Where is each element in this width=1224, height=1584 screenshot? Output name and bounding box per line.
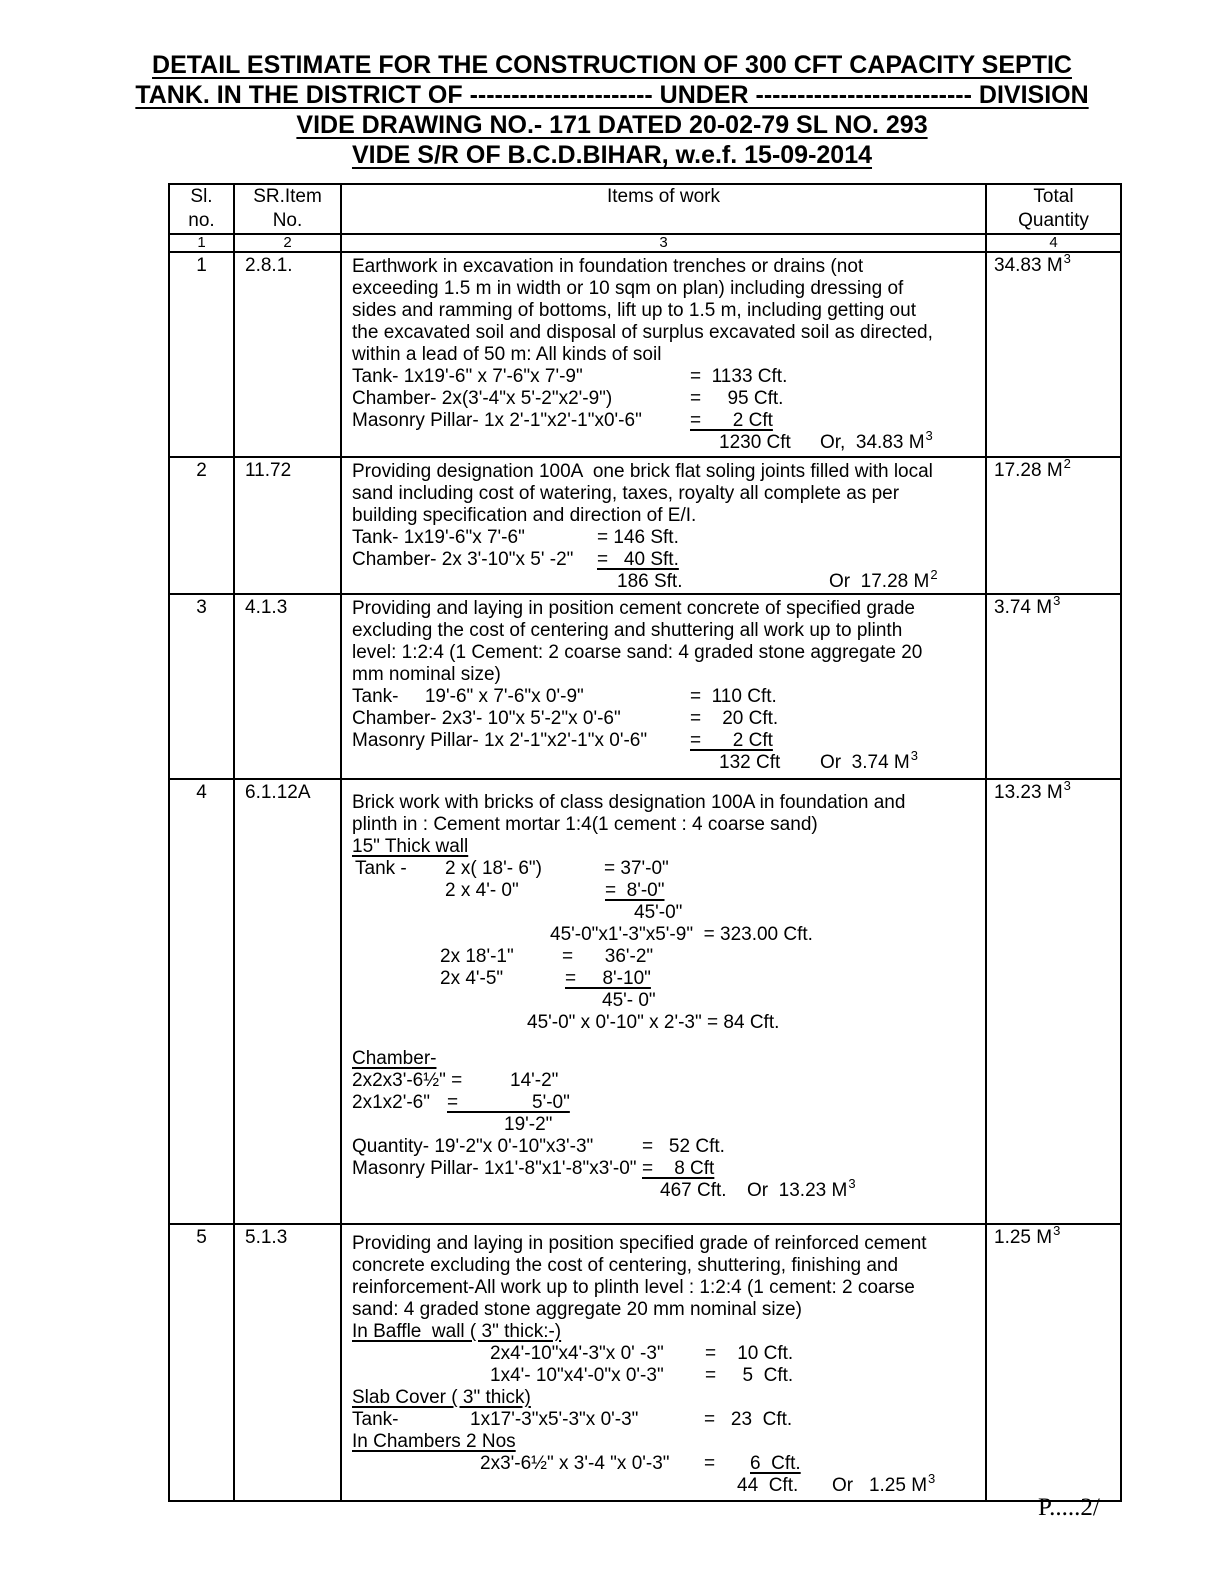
work-item-line: [342, 322, 985, 344]
line-segment: [562, 946, 653, 968]
line-segment: [352, 1092, 430, 1114]
total-quantity-cell: [986, 1224, 1121, 1501]
work-item-line: [342, 642, 985, 664]
line-segment-text: 45'- 0": [602, 990, 656, 1011]
estimate-table: [168, 183, 1122, 1502]
line-segment: [352, 505, 696, 527]
line-segment: [597, 549, 679, 571]
table-row: [169, 457, 1121, 594]
line-segment: [690, 388, 783, 410]
line-segment: [690, 686, 777, 708]
line-segment-text: = 40 Sft.: [597, 549, 679, 570]
line-segment-text: 1x4'- 10"x4'-0"x 0'-3": [490, 1365, 664, 1386]
title-line-1: [62, 50, 1162, 80]
work-item-line: [342, 814, 985, 836]
line-segment-text: = 36'-2": [562, 946, 654, 967]
sr-item-number-cell: 11.72: [234, 457, 341, 594]
line-segment: [550, 924, 813, 946]
line-segment-text: 6 Cft.: [750, 1453, 801, 1474]
line-segment: [642, 1158, 714, 1180]
work-item-line: [342, 836, 985, 858]
line-segment-text: Or 3.74 M: [820, 752, 910, 773]
line-segment: [352, 664, 501, 686]
line-segment-text: Brick work with bricks of class designation 100A in foundation and: [352, 792, 906, 813]
line-segment: [352, 388, 612, 410]
work-item-line: [342, 1070, 985, 1092]
work-item-line: [342, 567, 985, 593]
serial-number-cell: 3: [169, 594, 234, 779]
sr-item-number-cell: 6.1.12A: [234, 779, 341, 1224]
line-segment-text: In Chambers 2 Nos: [352, 1431, 516, 1452]
line-segment: [480, 1453, 670, 1475]
items-of-work-cell: [341, 594, 986, 779]
superscript: 3: [910, 748, 918, 763]
line-segment: [445, 858, 542, 880]
table-row: [169, 252, 1121, 457]
serial-number-cell: 4: [169, 779, 234, 1224]
title-line-3: [62, 110, 1162, 140]
line-segment-text: Or 13.23 M: [747, 1180, 848, 1201]
line-segment: [352, 483, 899, 505]
document-title: [62, 50, 1162, 170]
column-number: 2: [234, 234, 341, 252]
line-segment: [355, 858, 407, 880]
line-segment: [352, 1233, 927, 1255]
line-segment-text: 15" Thick wall: [352, 836, 469, 857]
line-segment: [352, 366, 583, 388]
line-segment: [832, 1471, 936, 1498]
work-item-line: [342, 1321, 985, 1343]
line-segment-text: Providing and laying in position cement concrete of specified grade: [352, 598, 915, 619]
work-item-line: [342, 620, 985, 642]
work-item-line: [342, 1114, 985, 1136]
quantity-value: 17.28 M: [994, 460, 1063, 481]
line-segment-text: In Baffle wall ( 3" thick:-): [352, 1321, 562, 1342]
line-segment: [705, 1365, 793, 1387]
line-segment: [704, 1409, 792, 1431]
line-segment-text: = 146 Sft.: [597, 527, 679, 548]
line-segment-text: 45'-0"x1'-3"x5'-9" = 323.00 Cft.: [550, 924, 813, 945]
column-header: [341, 184, 986, 234]
superscript: 3: [848, 1176, 856, 1191]
superscript: 3: [928, 1471, 936, 1486]
line-segment-text: = 5'-0": [447, 1092, 570, 1113]
line-segment-text: Masonry Pillar- 1x 2'-1"x2'-1"x 0'-6": [352, 730, 648, 751]
line-segment-text: Chamber-: [352, 1048, 437, 1069]
line-segment-text: building specification and direction of E/I.: [352, 505, 697, 526]
line-segment: [352, 1070, 462, 1092]
work-item-line: [342, 968, 985, 990]
work-item-line: [342, 1471, 985, 1497]
line-segment: [440, 968, 503, 990]
work-item-line: [342, 1048, 985, 1070]
line-segment-text: 1230 Cft: [719, 432, 791, 453]
line-segment: [690, 366, 787, 388]
line-segment: [352, 527, 525, 549]
quantity-value: 1.25 M: [994, 1227, 1053, 1248]
line-segment: [634, 902, 682, 924]
line-segment: [352, 708, 621, 730]
line-segment: [527, 1012, 779, 1034]
line-segment-text: = 8 Cft: [642, 1158, 715, 1179]
quantity-superscript: 3: [1063, 779, 1071, 793]
column-header-line: no.: [188, 210, 215, 231]
line-segment-text: 45'-0" x 0'-10" x 2'-3" = 84 Cft.: [527, 1012, 780, 1033]
line-segment-text: = 2 Cft: [690, 410, 773, 431]
line-segment-text: sand including cost of watering, taxes, royalty all complete as per: [352, 483, 900, 504]
line-segment: [617, 571, 683, 593]
work-item-line: [342, 527, 985, 549]
line-segment-text: Masonry Pillar- 1x1'-8"x1'-8"x3'-0": [352, 1158, 637, 1179]
column-header-line: Total: [1033, 186, 1074, 207]
line-segment: [602, 990, 656, 1012]
line-segment-text: within a lead of 50 m: All kinds of soil: [352, 344, 662, 365]
column-header-line: SR.Item: [253, 186, 322, 207]
line-segment: [605, 880, 665, 902]
total-quantity-cell: [986, 779, 1121, 1224]
line-segment-text: 2x 18'-1": [440, 946, 514, 967]
line-segment-text: Earthwork in excavation in foundation trenches or drains (not: [352, 256, 864, 277]
column-header: [169, 184, 234, 234]
column-header: [234, 184, 341, 234]
line-segment: [690, 708, 778, 730]
work-item-line: [342, 300, 985, 322]
line-segment: [747, 1176, 856, 1203]
line-segment: [352, 1277, 915, 1299]
title-line-2-text: TANK. IN THE DISTRICT OF ---------------------- UNDER -------------------------- DIVISION: [135, 81, 1089, 109]
work-item-line: [342, 1012, 985, 1034]
line-segment-text: excluding the cost of centering and shuttering all work up to plinth: [352, 620, 903, 641]
column-header: [986, 184, 1121, 234]
page-number: P.....2/: [1038, 1494, 1100, 1521]
line-segment-text: exceeding 1.5 m in width or 10 sqm on plan) including dressing of: [352, 278, 904, 299]
work-item-line: [342, 1453, 985, 1475]
line-segment: [829, 567, 938, 594]
work-item-line: [342, 990, 985, 1012]
work-item-line: [342, 1255, 985, 1277]
line-segment-text: = 10 Cft.: [705, 1343, 794, 1364]
items-of-work-cell: [341, 252, 986, 457]
work-item-line: [342, 461, 985, 483]
line-segment-text: 14'-2": [510, 1070, 559, 1091]
table-row: [169, 779, 1121, 1224]
work-item-line: [342, 598, 985, 620]
work-item-line: [342, 686, 985, 708]
line-segment-text: 2x2x3'-6½" =: [352, 1070, 463, 1091]
line-segment-text: Or 17.28 M: [829, 571, 930, 592]
work-item-line: [342, 1365, 985, 1387]
line-segment: [660, 1180, 727, 1202]
blank-line: [342, 1034, 985, 1048]
work-item-line: [342, 664, 985, 686]
column-header-line: Sl.: [190, 186, 213, 207]
line-segment: [737, 1475, 798, 1497]
sr-item-number-cell: 2.8.1.: [234, 252, 341, 457]
column-header-line: Quantity: [1018, 210, 1089, 231]
work-item-line: [342, 410, 985, 432]
line-segment: [352, 344, 661, 366]
line-segment-text: = 8'-0": [605, 880, 665, 901]
line-segment-text: =: [704, 1453, 716, 1474]
line-segment-text: level: 1:2:4 (1 Cement: 2 coarse sand: 4 graded stone aggregate 20: [352, 642, 923, 663]
line-segment: [490, 1365, 664, 1387]
work-item-line: [342, 366, 985, 388]
work-item-line: [342, 730, 985, 752]
items-of-work-cell: [341, 779, 986, 1224]
line-segment: [820, 428, 933, 455]
line-segment: [597, 527, 679, 549]
line-segment-text: = 20 Cft.: [690, 708, 779, 729]
line-segment-text: 45'-0": [634, 902, 683, 923]
line-segment-text: Slab Cover ( 3" thick): [352, 1387, 531, 1408]
work-item-line: [342, 505, 985, 527]
work-item-line: [342, 1092, 985, 1114]
total-quantity-cell: [986, 252, 1121, 457]
line-segment-text: the excavated soil and disposal of surplus excavated soil as directed,: [352, 322, 933, 343]
title-line-1-text: DETAIL ESTIMATE FOR THE CONSTRUCTION OF 300 CFT CAPACITY SEPTIC: [152, 51, 1072, 79]
work-item-line: [342, 946, 985, 968]
work-item-line: [342, 1158, 985, 1180]
line-segment-text: = 37'-0": [604, 858, 669, 879]
line-segment-text: 467 Cft.: [660, 1180, 727, 1201]
work-item-line: [342, 1176, 985, 1202]
line-segment-text: plinth in : Cement mortar 1:4(1 cement : 4 coarse sand): [352, 814, 818, 835]
line-segment: [445, 880, 519, 902]
work-item-line: [342, 1233, 985, 1255]
line-segment: [447, 1092, 570, 1114]
title-line-4: [62, 140, 1162, 170]
line-segment-text: = 23 Cft.: [704, 1409, 793, 1430]
line-segment-text: Or 1.25 M: [832, 1475, 928, 1496]
quantity-superscript: 3: [1063, 252, 1071, 266]
line-segment-text: Chamber- 2x 3'-10"x 5' -2": [352, 549, 574, 570]
line-segment: [352, 278, 903, 300]
line-segment-text: 44 Cft.: [737, 1475, 799, 1496]
line-segment-text: reinforcement-All work up to plinth level : 1:2:4 (1 cement: 2 coarse: [352, 1277, 915, 1298]
work-item-line: [342, 708, 985, 730]
line-segment: [352, 322, 933, 344]
line-segment-text: 132 Cft: [719, 752, 781, 773]
work-item-line: [342, 1136, 985, 1158]
line-segment: [352, 300, 916, 322]
line-segment: [565, 968, 651, 990]
line-segment: [440, 946, 514, 968]
quantity-value: 13.23 M: [994, 782, 1063, 803]
line-segment: [352, 686, 584, 708]
line-segment-text: sand: 4 graded stone aggregate 20 mm nominal size): [352, 1299, 802, 1320]
line-segment: [352, 620, 902, 642]
work-item-line: [342, 549, 985, 571]
line-segment: [604, 858, 669, 880]
line-segment: [352, 1321, 561, 1343]
work-item-line: [342, 483, 985, 505]
line-segment-text: 1x17'-3"x5'-3"x 0'-3": [470, 1409, 639, 1430]
line-segment: [490, 1343, 664, 1365]
work-item-line: [342, 1431, 985, 1453]
line-segment: [352, 836, 468, 858]
line-segment: [504, 1114, 552, 1136]
line-segment-text: = 5 Cft.: [705, 1365, 794, 1386]
line-segment-text: Providing and laying in position specified grade of reinforced cement: [352, 1233, 927, 1254]
sr-item-number-cell: 4.1.3: [234, 594, 341, 779]
quantity-value: 34.83 M: [994, 255, 1063, 276]
line-segment: [352, 1299, 802, 1321]
line-segment: [352, 642, 922, 664]
work-item-line: [342, 924, 985, 946]
column-header-line: No.: [272, 210, 303, 231]
line-segment-text: = 52 Cft.: [642, 1136, 725, 1157]
work-item-line: [342, 902, 985, 924]
sr-item-number-cell: 5.1.3: [234, 1224, 341, 1501]
quantity-superscript: 2: [1063, 457, 1071, 471]
line-segment: [470, 1409, 638, 1431]
work-item-line: [342, 880, 985, 902]
line-segment-text: Tank- 19'-6" x 7'-6"x 0'-9": [352, 686, 584, 707]
line-segment-text: = 8'-10": [565, 968, 651, 989]
quantity-superscript: 3: [1053, 594, 1061, 608]
line-segment: [705, 1343, 793, 1365]
line-segment: [352, 410, 642, 432]
title-line-3-text: VIDE DRAWING NO.- 171 DATED 20-02-79 SL NO. 293: [296, 111, 928, 139]
line-segment-text: concrete excluding the cost of centering, shuttering, finishing and: [352, 1255, 899, 1276]
line-segment-text: Providing designation 100A one brick flat soling joints filled with local: [352, 461, 933, 482]
line-segment: [510, 1070, 558, 1092]
serial-number-cell: 5: [169, 1224, 234, 1501]
quantity-superscript: 3: [1053, 1224, 1061, 1238]
line-segment-text: = 110 Cft.: [690, 686, 777, 707]
work-item-line: [342, 1387, 985, 1409]
line-segment: [352, 1136, 593, 1158]
column-number: 1: [169, 234, 234, 252]
line-segment: [690, 730, 773, 752]
line-segment-text: 19'-2": [504, 1114, 553, 1135]
column-number: 4: [986, 234, 1121, 252]
column-number: 3: [341, 234, 986, 252]
line-segment-text: = 95 Cft.: [690, 388, 784, 409]
line-segment-text: = 1133 Cft.: [690, 366, 788, 387]
line-segment-text: 2x 4'-5": [440, 968, 504, 989]
line-segment: [352, 461, 933, 483]
line-segment-text: 186 Sft.: [617, 571, 683, 592]
work-item-line: [342, 1409, 985, 1431]
line-segment-text: Tank -: [355, 858, 407, 879]
work-item-line: [342, 278, 985, 300]
items-of-work-cell: [341, 1224, 986, 1501]
line-segment-text: = 2 Cft: [690, 730, 773, 751]
line-segment: [352, 256, 863, 278]
line-segment-text: 2 x 4'- 0": [445, 880, 519, 901]
line-segment-text: 2x4'-10"x4'-3"x 0' -3": [490, 1343, 664, 1364]
serial-number-cell: 2: [169, 457, 234, 594]
line-segment-text: Chamber- 2x(3'-4"x 5'-2"x2'-9"): [352, 388, 613, 409]
line-segment: [352, 814, 818, 836]
superscript: 3: [925, 428, 933, 443]
line-segment-text: Masonry Pillar- 1x 2'-1"x2'-1"x0'-6": [352, 410, 642, 431]
table-row: [169, 594, 1121, 779]
items-of-work-cell: [341, 457, 986, 594]
line-segment: [352, 1409, 398, 1431]
line-segment: [719, 432, 791, 454]
line-segment: [820, 748, 918, 775]
line-segment-text: 2x1x2'-6": [352, 1092, 430, 1113]
line-segment: [642, 1136, 725, 1158]
line-segment-text: Chamber- 2x3'- 10"x 5'-2"x 0'-6": [352, 708, 621, 729]
quantity-value: 3.74 M: [994, 597, 1053, 618]
line-segment: [704, 1453, 715, 1475]
work-item-line: [342, 428, 985, 454]
superscript: 2: [930, 567, 938, 582]
line-segment-text: 2x3'-6½" x 3'-4 "x 0'-3": [480, 1453, 670, 1474]
line-segment: [352, 1431, 516, 1453]
line-segment-text: 2 x( 18'- 6"): [445, 858, 542, 879]
line-segment-text: mm nominal size): [352, 664, 501, 685]
work-item-line: [342, 344, 985, 366]
line-segment: [352, 792, 905, 814]
line-segment: [750, 1453, 801, 1475]
work-item-line: [342, 256, 985, 278]
work-item-line: [342, 858, 985, 880]
line-segment: [352, 1255, 898, 1277]
work-item-line: [342, 792, 985, 814]
line-segment: [352, 598, 915, 620]
title-line-4-text: VIDE S/R OF B.C.D.BIHAR, w.e.f. 15-09-2014: [351, 141, 873, 169]
line-segment: [719, 752, 780, 774]
total-quantity-cell: [986, 594, 1121, 779]
table-row: [169, 1224, 1121, 1501]
line-segment-text: sides and ramming of bottoms, lift up to 1.5 m, including getting out: [352, 300, 916, 321]
line-segment: [352, 549, 573, 571]
total-quantity-cell: [986, 457, 1121, 594]
line-segment-text: Quantity- 19'-2"x 0'-10"x3'-3": [352, 1136, 594, 1157]
line-segment-text: Tank-: [352, 1409, 399, 1430]
line-segment-text: Tank- 1x19'-6" x 7'-6"x 7'-9": [352, 366, 583, 387]
line-segment: [352, 1048, 436, 1070]
work-item-line: [342, 1299, 985, 1321]
line-segment: [690, 410, 773, 432]
line-segment-text: Or, 34.83 M: [820, 432, 925, 453]
serial-number-cell: 1: [169, 252, 234, 457]
work-item-line: [342, 1277, 985, 1299]
work-item-line: [342, 388, 985, 410]
line-segment: [352, 1387, 531, 1409]
work-item-line: [342, 1343, 985, 1365]
line-segment-text: Tank- 1x19'-6"x 7'-6": [352, 527, 525, 548]
line-segment: [352, 1158, 637, 1180]
work-item-line: [342, 748, 985, 774]
title-line-2: [62, 80, 1162, 110]
line-segment: [352, 730, 647, 752]
column-header-line: Items of work: [607, 186, 720, 207]
